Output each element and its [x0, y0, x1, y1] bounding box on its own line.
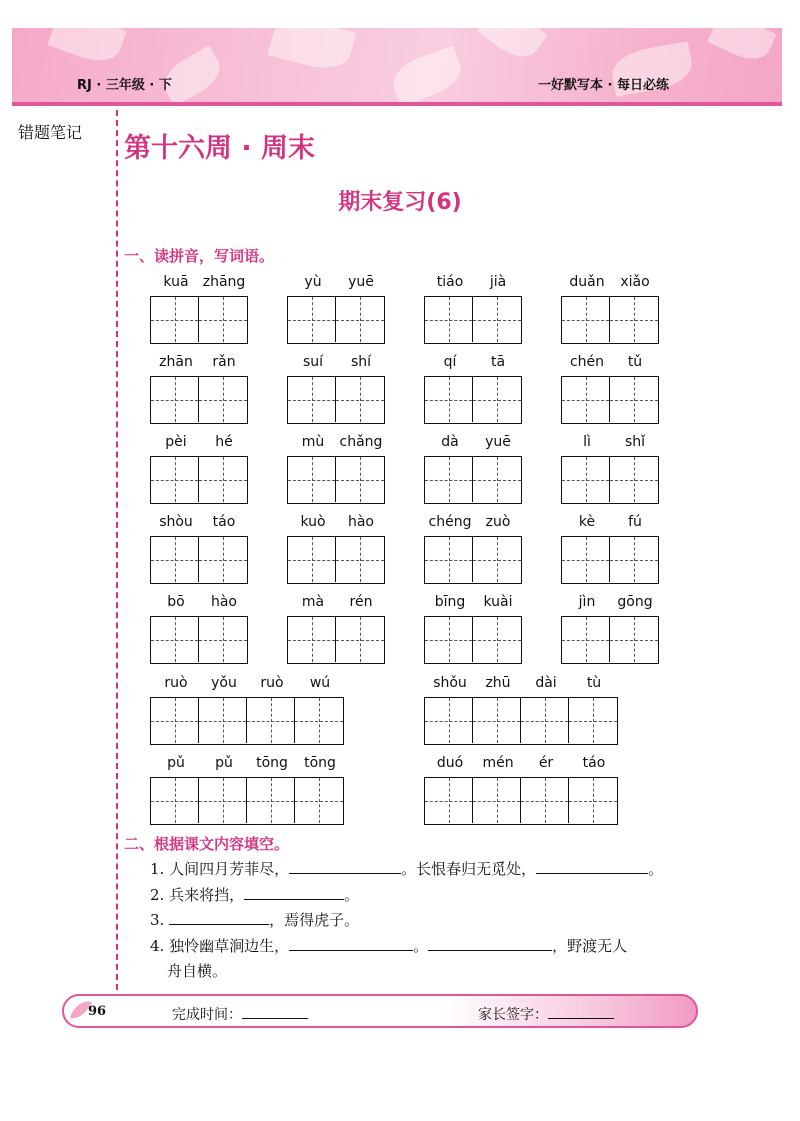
pinyin-syllable: rén [349, 594, 373, 610]
pinyin-word-item [150, 514, 249, 586]
pinyin-syllable: shòu [159, 514, 193, 530]
writing-cell[interactable] [425, 778, 473, 823]
writing-cell[interactable] [610, 457, 658, 502]
pinyin-syllable: kuò [300, 514, 326, 530]
parent-signature: 家长签字： [478, 1004, 614, 1024]
pinyin-syllable: zuò [485, 514, 511, 530]
page-number: 96 [88, 1004, 107, 1019]
pinyin-word-item [424, 594, 523, 666]
pinyin-syllable: mén [482, 755, 514, 771]
pinyin-word-item [424, 434, 523, 506]
writing-cell[interactable] [199, 778, 247, 823]
writing-grid [424, 376, 522, 424]
writing-grid [561, 296, 659, 344]
pinyin-word-item [561, 514, 660, 586]
pinyin-syllable: tā [490, 354, 506, 370]
writing-grid [287, 296, 385, 344]
writing-cell[interactable] [521, 778, 569, 823]
header-divider [12, 102, 782, 106]
writing-grid [561, 616, 659, 664]
writing-cell[interactable] [562, 537, 610, 582]
pinyin-syllable: shí [350, 354, 372, 370]
pinyin-syllable: chǎng [339, 434, 383, 450]
writing-grid [424, 456, 522, 504]
fill-question-3: 3. ，焉得虎子。 [150, 911, 360, 929]
writing-cell[interactable] [610, 537, 658, 582]
pinyin-syllable: hào [210, 594, 238, 610]
writing-cell[interactable] [199, 617, 247, 662]
pinyin-syllable: chéng [428, 514, 472, 530]
pinyin-syllable: ruò [260, 675, 284, 691]
pinyin-syllable: tǔ [627, 354, 643, 370]
writing-grid [424, 777, 618, 825]
writing-cell[interactable] [562, 457, 610, 502]
parent-signature-blank[interactable] [548, 1005, 614, 1019]
pinyin-syllable: yù [304, 274, 322, 290]
completion-time-blank[interactable] [242, 1005, 308, 1019]
fill-question-2: 2. 兵来将挡， 。 [150, 886, 360, 904]
writing-cell[interactable] [473, 778, 521, 823]
page-title: 期末复习(6) [338, 190, 462, 215]
writing-cell[interactable] [199, 537, 247, 582]
pinyin-word-item [424, 755, 619, 827]
writing-grid [150, 697, 344, 745]
writing-cell[interactable] [151, 698, 199, 743]
week-title: 第十六周 · 周末 [124, 133, 316, 164]
writing-cell[interactable] [336, 297, 384, 342]
answer-blank[interactable] [244, 886, 344, 900]
writing-cell[interactable] [288, 457, 336, 502]
writing-grid [150, 616, 248, 664]
writing-cell[interactable] [610, 617, 658, 662]
pinyin-syllable: pǔ [167, 755, 185, 771]
pinyin-word-item [561, 354, 660, 426]
pinyin-syllable: chén [569, 354, 605, 370]
pinyin-syllable: duǎn [569, 274, 605, 290]
pinyin-syllable: mù [301, 434, 325, 450]
writing-cell[interactable] [569, 778, 617, 823]
writing-cell[interactable] [473, 698, 521, 743]
pinyin-word-item [150, 755, 345, 827]
pinyin-syllable: zhū [485, 675, 511, 691]
writing-grid [424, 697, 618, 745]
writing-grid [150, 536, 248, 584]
writing-grid [561, 456, 659, 504]
writing-cell[interactable] [199, 377, 247, 422]
pinyin-word-item [424, 354, 523, 426]
pinyin-word-item [424, 274, 523, 346]
writing-cell[interactable] [336, 617, 384, 662]
writing-cell[interactable] [247, 778, 295, 823]
writing-cell[interactable] [610, 377, 658, 422]
answer-blank[interactable] [428, 937, 552, 951]
pinyin-syllable: shǒu [433, 675, 467, 691]
pinyin-word-item [561, 594, 660, 666]
pinyin-word-item [287, 274, 386, 346]
pinyin-syllable: pǔ [215, 755, 233, 771]
pinyin-syllable: wú [309, 675, 331, 691]
writing-cell[interactable] [288, 297, 336, 342]
completion-time: 完成时间： [172, 1004, 308, 1024]
writing-cell[interactable] [473, 297, 521, 342]
pinyin-syllable: tù [586, 675, 602, 691]
pinyin-syllable: suí [302, 354, 324, 370]
pinyin-syllable: dà [441, 434, 459, 450]
writing-cell[interactable] [562, 377, 610, 422]
pinyin-syllable: jìn [578, 594, 596, 610]
writing-cell[interactable] [295, 698, 343, 743]
writing-cell[interactable] [288, 377, 336, 422]
pinyin-word-item [287, 594, 386, 666]
writing-cell[interactable] [425, 457, 473, 502]
writing-cell[interactable] [151, 377, 199, 422]
pinyin-syllable: rǎn [212, 354, 236, 370]
pinyin-syllable: yǒu [211, 675, 237, 691]
writing-cell[interactable] [295, 778, 343, 823]
pinyin-word-item [150, 594, 249, 666]
section2-title: 二、根据课文内容填空。 [124, 835, 290, 853]
pinyin-syllable: lì [583, 434, 591, 450]
writing-cell[interactable] [336, 457, 384, 502]
pinyin-syllable: ér [538, 755, 554, 771]
answer-blank[interactable] [169, 911, 269, 925]
writing-grid [424, 616, 522, 664]
writing-grid [150, 456, 248, 504]
pinyin-syllable: mà [301, 594, 325, 610]
pinyin-word-item [150, 354, 249, 426]
writing-grid [561, 536, 659, 584]
pinyin-word-item [150, 675, 345, 747]
pinyin-syllable: dài [535, 675, 557, 691]
pinyin-syllable: ruò [164, 675, 188, 691]
pinyin-syllable: hé [215, 434, 233, 450]
writing-grid [287, 536, 385, 584]
pinyin-syllable: tōng [304, 755, 336, 771]
writing-grid [424, 296, 522, 344]
writing-cell[interactable] [199, 698, 247, 743]
series-label: 一好默写本 · 每日必练 [538, 78, 669, 93]
writing-cell[interactable] [199, 297, 247, 342]
writing-grid [150, 777, 344, 825]
pinyin-syllable: táo [582, 755, 606, 771]
writing-cell[interactable] [247, 698, 295, 743]
answer-blank[interactable] [289, 937, 413, 951]
pinyin-syllable: kuā [163, 274, 189, 290]
pinyin-word-item [150, 274, 249, 346]
writing-cell[interactable] [425, 377, 473, 422]
pinyin-syllable: kuài [483, 594, 513, 610]
pinyin-syllable: táo [212, 514, 236, 530]
pinyin-word-item [561, 434, 660, 506]
pinyin-syllable: tōng [256, 755, 288, 771]
writing-grid [150, 296, 248, 344]
writing-cell[interactable] [288, 537, 336, 582]
writing-grid [287, 456, 385, 504]
pinyin-syllable: yuē [485, 434, 511, 450]
pinyin-syllable: yuē [348, 274, 374, 290]
writing-cell[interactable] [151, 297, 199, 342]
pinyin-word-item [287, 514, 386, 586]
writing-cell[interactable] [425, 537, 473, 582]
pinyin-syllable: duó [436, 755, 464, 771]
pinyin-syllable: shǐ [624, 434, 646, 450]
fill-question-1: 1. 人间四月芳菲尽， 。长恨春归无觅处， 。 [150, 860, 664, 878]
writing-cell[interactable] [473, 537, 521, 582]
writing-cell[interactable] [473, 617, 521, 662]
pinyin-syllable: bīng [434, 594, 466, 610]
pinyin-word-item [424, 675, 619, 747]
writing-cell[interactable] [521, 698, 569, 743]
section1-title: 一、读拼音，写词语。 [124, 247, 275, 265]
pinyin-word-item [424, 514, 523, 586]
writing-cell[interactable] [151, 457, 199, 502]
writing-cell[interactable] [336, 537, 384, 582]
writing-cell[interactable] [473, 457, 521, 502]
writing-grid [287, 376, 385, 424]
writing-cell[interactable] [336, 377, 384, 422]
fill-question-4-continued: 舟自横。 [167, 962, 228, 980]
pinyin-syllable: gōng [617, 594, 653, 610]
fill-question-4: 4. 独怜幽草涧边生， 。 ，野渡无人 [150, 937, 628, 955]
writing-cell[interactable] [562, 617, 610, 662]
writing-cell[interactable] [562, 297, 610, 342]
pinyin-syllable: kè [578, 514, 596, 530]
writing-grid [287, 616, 385, 664]
pinyin-syllable: bō [167, 594, 185, 610]
writing-cell[interactable] [151, 778, 199, 823]
pinyin-syllable: tiáo [436, 274, 464, 290]
answer-blank[interactable] [289, 860, 401, 874]
pinyin-syllable: pèi [165, 434, 187, 450]
pinyin-syllable: hào [347, 514, 375, 530]
pinyin-syllable: xiǎo [620, 274, 650, 290]
pinyin-word-item [150, 434, 249, 506]
writing-cell[interactable] [473, 377, 521, 422]
writing-cell[interactable] [199, 457, 247, 502]
pinyin-syllable: qí [443, 354, 457, 370]
writing-grid [150, 376, 248, 424]
writing-cell[interactable] [151, 617, 199, 662]
writing-cell[interactable] [569, 698, 617, 743]
writing-cell[interactable] [288, 617, 336, 662]
answer-blank[interactable] [536, 860, 648, 874]
grade-label: RJ · 三年级 · 下 [77, 78, 172, 93]
mistake-notes-label: 错题笔记 [18, 123, 83, 142]
pinyin-word-item [287, 354, 386, 426]
writing-cell[interactable] [610, 297, 658, 342]
pinyin-syllable: jià [489, 274, 507, 290]
writing-cell[interactable] [425, 698, 473, 743]
pinyin-syllable: zhān [159, 354, 193, 370]
pinyin-syllable: zhāng [202, 274, 246, 290]
writing-cell[interactable] [425, 617, 473, 662]
writing-cell[interactable] [425, 297, 473, 342]
margin-dashed-line [116, 110, 118, 990]
pinyin-word-item [561, 274, 660, 346]
writing-grid [424, 536, 522, 584]
pinyin-syllable: fú [628, 514, 642, 530]
pinyin-word-item [287, 434, 386, 506]
writing-cell[interactable] [151, 537, 199, 582]
writing-grid [561, 376, 659, 424]
